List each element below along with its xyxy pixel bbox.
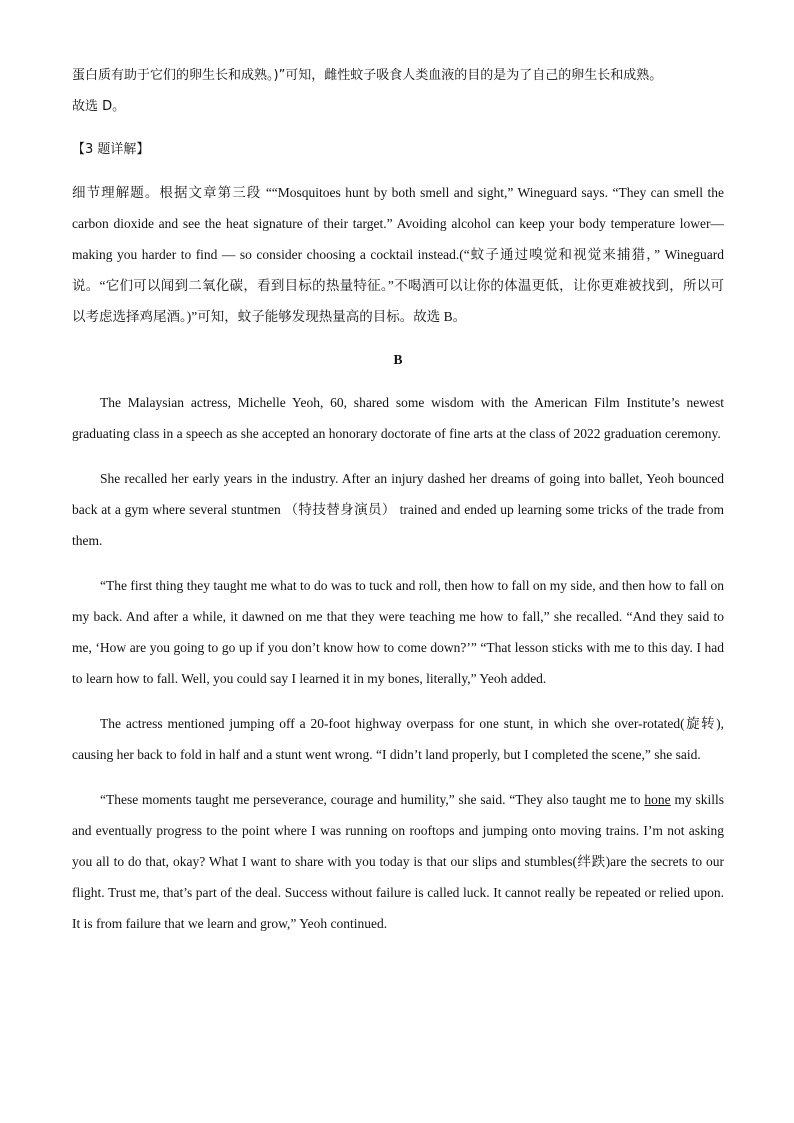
paragraph-5-end: my skills and eventually progress to the point where I was running on rooftops and jumping onto moving trains. I’m not asking you all to do that, okay? What I want to share with you today is that our slips and stumbles(绊跌)are the secrets to our flight. Trust me, that’s part of the deal. Success without failure is called luck. It cannot really be repeated or relied upon. It is from failure that we learn and grow,” Yeoh continued.	[72, 792, 724, 931]
passage-paragraph-3: “The first thing they taught me what to do was to tuck and roll, then how to fall on my side, and then how to fall on my back. And after a while, it dawned on me that they were teaching me how to fall,” she recalled. “And they said to me, ‘How are you going to go up if you don’t know how to come down?’” “That lesson sticks with me to this day. I had to learn how to fall. Well, you could say I learned it in my bones, literally,” Yeoh added.	[72, 578, 724, 686]
question-3-explanation: 细节理解题。根据文章第三段 ““Mosquitoes hunt by both smell and sight,” Wineguard says. “They can smell the carbon dioxide and see the heat signature of their target.” Avoiding alcohol can keep your body temperature lower— making you harder to find — so consider choosing a cocktail instead.(“蚊子通过嗅觉和视觉来捕猎，” Wineguard 说。“它们可以闻到二氧化碳，看到目标的热量特征。”不喝酒可以让你的体温更低，让你更难被找到，所以可以考虑选择鸡尾酒。)”可知，蚊子能够发现热量高的目标。故选 B。	[72, 185, 724, 324]
passage-paragraph-1: The Malaysian actress, Michelle Yeoh, 60, shared some wisdom with the American Film Institute’s newest graduating class in a speech as she accepted an honorary doctorate of fine arts at the class of 2022 graduation ceremony.	[72, 395, 724, 441]
paragraph-5-start: “These moments taught me perseverance, courage and humility,” she said. “They also taught me to	[100, 792, 645, 807]
previous-answer-choice: 故选 D。	[72, 99, 126, 114]
passage-paragraph-5	[72, 784, 724, 939]
page-content	[72, 60, 724, 939]
passage-paragraph-2: She recalled her early years in the industry. After an injury dashed her dreams of going into ballet, Yeoh bounced back at a gym where several stuntmen （特技替身演员） trained and ended up learning some tricks of the trade from them.	[72, 471, 724, 548]
underlined-word-hone: hone	[644, 792, 671, 807]
previous-answer-line: 蛋白质有助于它们的卵生长和成熟。)”可知，雌性蚊子吸食人类血液的目的是为了自己的卵生长和成熟。	[72, 68, 663, 83]
passage-paragraph-4: The actress mentioned jumping off a 20-foot highway overpass for one stunt, in which she over-rotated(旋转), causing her back to fold in half and a stunt went wrong. “I didn’t land properly, but I completed the scene,” she said.	[72, 716, 724, 762]
section-b-title: B	[393, 352, 403, 367]
question-3-heading: 【3 题详解】	[72, 142, 150, 157]
